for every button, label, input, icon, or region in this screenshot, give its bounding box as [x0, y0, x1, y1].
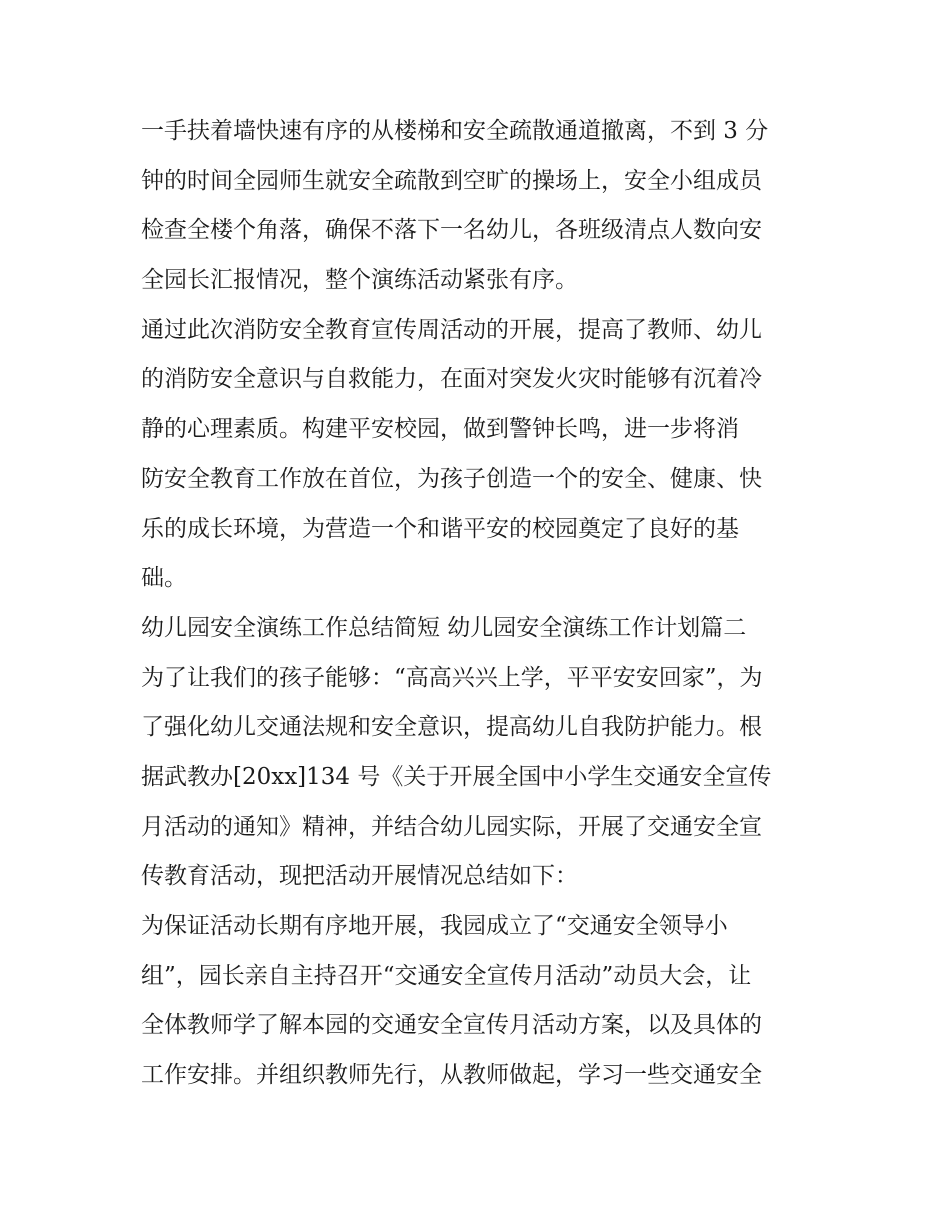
text-line-13: 了强化幼儿交通法规和安全意识，提高幼儿自我防护能力。根 — [141, 714, 762, 741]
text-line-19: 全体教师学了解本园的交通安全宣传月活动方案，以及具体的 — [141, 1012, 762, 1039]
text-line-11: 幼儿园安全演练工作总结简短 幼儿园安全演练工作计划篇二 — [141, 614, 747, 641]
text-line-2: 钟的时间全园师生就安全疏散到空旷的操场上，安全小组成员 — [141, 167, 762, 194]
text-line-10: 础。 — [141, 565, 187, 592]
text-line-9: 乐的成长环境，为营造一个和谐平安的校园奠定了良好的基 — [141, 515, 739, 542]
text-line-14: 据武教办[20xx]134 号《关于开展全国中小学生交通安全宣传 — [141, 763, 772, 790]
document-body — [141, 107, 821, 1101]
text-line-17: 为保证活动长期有序地开展，我园成立了“交通安全领导小 — [141, 913, 728, 939]
text-line-6: 的消防安全意识与自救能力，在面对突发火灾时能够有沉着冷 — [141, 366, 762, 393]
text-line-7: 静的心理素质。构建平安校园，做到警钟长鸣，进一步将消 — [141, 416, 739, 443]
text-line-5: 通过此次消防安全教育宣传周活动的开展，提高了教师、幼儿 — [141, 316, 762, 343]
text-line-1: 一手扶着墙快速有序的从楼梯和安全疏散通道撤离，不到 3 分 — [141, 118, 769, 144]
text-line-4: 全园长汇报情况，整个演练活动紧张有序。 — [141, 267, 578, 294]
text-line-8: 防安全教育工作放在首位，为孩子创造一个的安全、健康、快 — [141, 465, 762, 492]
text-line-18: 组”，园长亲自主持召开“交通安全宣传月活动”动员大会，让 — [141, 962, 752, 989]
text-line-15: 月活动的通知》精神，并结合幼儿园实际，开展了交通安全宣 — [141, 813, 762, 840]
text-line-12: 为了让我们的孩子能够：“高高兴兴上学，平平安安回家”，为 — [141, 664, 763, 691]
text-line-20: 工作安排。并组织教师先行，从教师做起，学习一些交通安全 — [141, 1062, 762, 1089]
text-line-3: 检查全楼个角落，确保不落下一名幼儿，各班级清点人数向安 — [141, 217, 762, 244]
text-line-16: 传教育活动，现把活动开展情况总结如下： — [141, 863, 578, 890]
